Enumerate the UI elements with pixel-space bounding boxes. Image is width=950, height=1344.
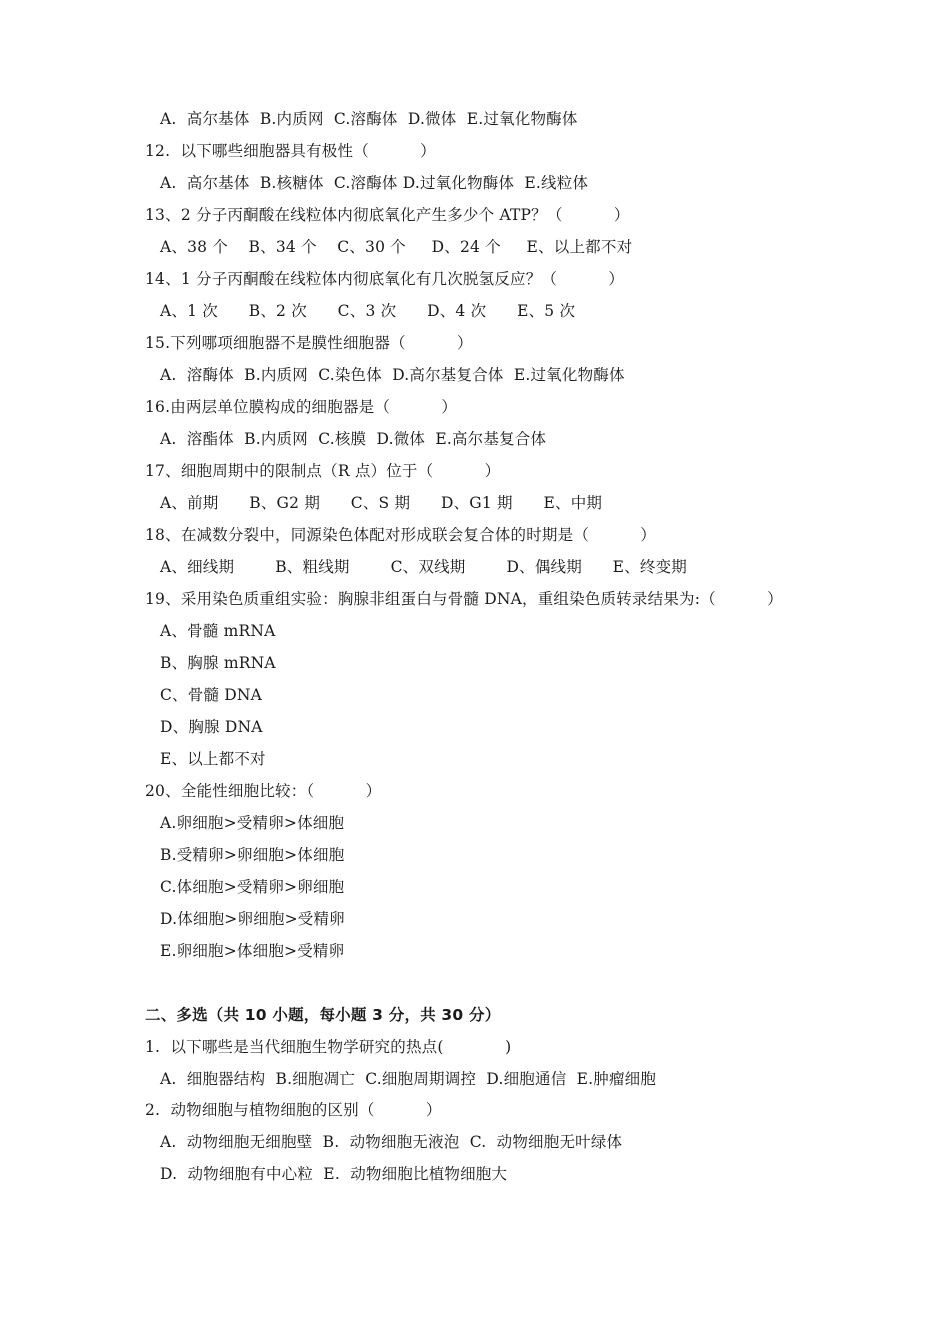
section-heading-multiple-choice: 二、多选（共 10 小题，每小题 3 分，共 30 分） (145, 1006, 501, 1024)
q20-option-c: C.体细胞>受精卵>卵细胞 (160, 878, 345, 896)
q15-stem: 15.下列哪项细胞器不是膜性细胞器（ ） (145, 334, 473, 352)
q19-option-c: C、骨髓 DNA (160, 686, 263, 704)
q17-stem: 17、细胞周期中的限制点（R 点）位于（ ） (145, 462, 501, 480)
q12-stem: 12. 以下哪些细胞器具有极性（ ） (145, 142, 436, 160)
mq1-options: A. 细胞器结构 B.细胞凋亡 C.细胞周期调控 D.细胞通信 E.肿瘤细胞 (160, 1070, 657, 1088)
q20-option-d: D.体细胞>卵细胞>受精卵 (160, 910, 345, 928)
q20-option-b: B.受精卵>卵细胞>体细胞 (160, 846, 345, 864)
q17-options: A、前期 B、G2 期 C、S 期 D、G1 期 E、中期 (160, 494, 603, 512)
q19-stem: 19、采用染色质重组实验：胸腺非组蛋白与骨髓 DNA，重组染色质转录结果为:（ ） (145, 590, 783, 608)
q13-options: A、38 个 B、34 个 C、30 个 D、24 个 E、以上都不对 (160, 238, 633, 256)
mq2-options-line2: D. 动物细胞有中心粒 E. 动物细胞比植物细胞大 (160, 1165, 508, 1183)
mq2-options-line1: A. 动物细胞无细胞壁 B. 动物细胞无液泡 C. 动物细胞无叶绿体 (160, 1133, 623, 1151)
q19-option-b: B、胸腺 mRNA (160, 654, 276, 672)
q16-options: A. 溶酯体 B.内质网 C.核膜 D.微体 E.高尔基复合体 (160, 430, 547, 448)
q18-options: A、细线期 B、粗线期 C、双线期 D、偶线期 E、终变期 (160, 558, 687, 576)
q20-option-e: E.卵细胞>体细胞>受精卵 (160, 942, 345, 960)
q13-stem: 13、2 分子丙酮酸在线粒体内彻底氧化产生多少个 ATP？（ ） (145, 206, 630, 224)
mq2-stem: 2. 动物细胞与植物细胞的区别（ ） (145, 1101, 442, 1119)
q11-options: A. 高尔基体 B.内质网 C.溶酶体 D.微体 E.过氧化物酶体 (160, 110, 578, 128)
q20-option-a: A.卵细胞>受精卵>体细胞 (160, 814, 345, 832)
q12-options: A. 高尔基体 B.核糖体 C.溶酶体 D.过氧化物酶体 E.线粒体 (160, 174, 589, 192)
q20-stem: 20、全能性细胞比较：（ ） (145, 782, 382, 800)
q16-stem: 16.由两层单位膜构成的细胞器是（ ） (145, 398, 458, 416)
q19-option-d: D、胸腺 DNA (160, 718, 263, 736)
q18-stem: 18、在减数分裂中，同源染色体配对形成联会复合体的时期是（ ） (145, 526, 656, 544)
mq1-stem: 1. 以下哪些是当代细胞生物学研究的热点( ) (145, 1038, 512, 1056)
q19-option-e: E、以上都不对 (160, 750, 266, 768)
q19-option-a: A、骨髓 mRNA (160, 622, 276, 640)
q14-options: A、1 次 B、2 次 C、3 次 D、4 次 E、5 次 (160, 302, 576, 320)
q14-stem: 14、1 分子丙酮酸在线粒体内彻底氧化有几次脱氢反应？（ ） (145, 270, 625, 288)
q15-options: A. 溶酶体 B.内质网 C.染色体 D.高尔基复合体 E.过氧化物酶体 (160, 366, 625, 384)
